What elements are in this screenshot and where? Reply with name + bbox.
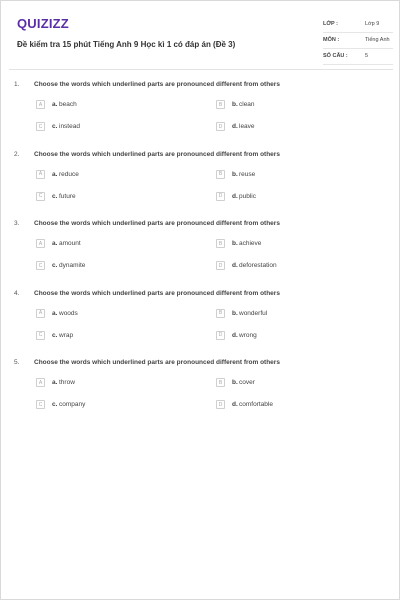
worksheet-header xyxy=(9,9,393,70)
question-text: Choose the words which underlined parts are pronounced different from others xyxy=(34,150,280,158)
option-text: wonderful xyxy=(239,309,268,317)
option-text: woods xyxy=(59,309,78,317)
answer-checkbox[interactable]: D xyxy=(216,261,225,270)
answer-checkbox[interactable]: B xyxy=(216,100,225,109)
option-text: amount xyxy=(59,240,81,247)
meta-row-question-count xyxy=(323,49,393,65)
meta-value: 5 xyxy=(365,53,369,59)
answer-checkbox[interactable]: C xyxy=(36,400,45,409)
option-letter: b. xyxy=(232,101,238,108)
question-text: Choose the words which underlined parts are pronounced different from others xyxy=(34,359,280,366)
option-text: beach xyxy=(59,101,77,108)
question-3 xyxy=(1,220,400,285)
answer-checkbox[interactable]: D xyxy=(216,192,225,201)
option-letter: b. xyxy=(232,379,238,386)
question-number: 4. xyxy=(14,289,20,297)
question-text: Choose the words which underlined parts are pronounced different from others xyxy=(34,81,280,88)
option-letter: d. xyxy=(232,401,238,408)
option-text: achieve xyxy=(239,240,262,247)
answer-checkbox[interactable]: C xyxy=(36,122,45,131)
option-text: wrong xyxy=(239,331,257,339)
option-text: reduce xyxy=(59,170,79,178)
option-letter: c. xyxy=(52,401,58,408)
answer-checkbox[interactable]: A xyxy=(36,170,45,179)
option-text: dynamite xyxy=(59,262,86,269)
question-number: 5. xyxy=(14,359,20,366)
answer-checkbox[interactable]: B xyxy=(216,378,225,387)
answer-checkbox[interactable]: D xyxy=(216,331,225,340)
question-text: Choose the words which underlined parts are pronounced different from others xyxy=(34,220,280,227)
option-letter: a. xyxy=(52,309,58,317)
option-letter: d. xyxy=(232,331,238,339)
option-letter: d. xyxy=(232,123,238,130)
option-letter: c. xyxy=(52,123,58,130)
option-letter: d. xyxy=(232,192,238,200)
answer-checkbox[interactable]: B xyxy=(216,239,225,248)
option-letter: a. xyxy=(52,240,58,247)
option-letter: d. xyxy=(232,262,238,269)
meta-label: LỚP : xyxy=(323,21,338,27)
option-text: future xyxy=(59,192,76,200)
answer-checkbox[interactable]: D xyxy=(216,400,225,409)
option-text: cover xyxy=(239,379,255,386)
worksheet-title: Đề kiểm tra 15 phút Tiếng Anh 9 Học kì 1 có đáp án (Đề 3) xyxy=(17,40,236,49)
meta-row-subject xyxy=(323,33,393,49)
option-text: wrap xyxy=(59,331,74,339)
worksheet-meta xyxy=(323,17,393,65)
answer-checkbox[interactable]: C xyxy=(36,261,45,270)
option-text: instead xyxy=(59,123,80,130)
answer-checkbox[interactable]: A xyxy=(36,378,45,387)
question-number: 3. xyxy=(14,220,20,227)
option-text: reuse xyxy=(239,170,256,178)
question-number: 2. xyxy=(14,150,20,158)
option-letter: c. xyxy=(52,192,58,200)
option-text: public xyxy=(239,192,256,200)
question-text: Choose the words which underlined parts are pronounced different from others xyxy=(34,289,280,297)
meta-value: Tiếng Anh xyxy=(365,37,390,43)
option-letter: a. xyxy=(52,101,58,108)
quizizz-logo[interactable]: QUIZIZZ xyxy=(17,16,69,31)
option-text: comfortable xyxy=(239,401,273,408)
option-letter: a. xyxy=(52,379,58,386)
option-text: leave xyxy=(239,123,255,130)
meta-row-class xyxy=(323,17,393,33)
question-number: 1. xyxy=(14,81,20,88)
option-text: deforestation xyxy=(239,262,277,269)
answer-checkbox[interactable]: B xyxy=(216,170,225,179)
option-letter: b. xyxy=(232,240,238,247)
answer-checkbox[interactable]: B xyxy=(216,309,225,318)
option-text: company xyxy=(59,401,86,408)
question-2 xyxy=(1,151,400,216)
meta-label: MÔN : xyxy=(323,37,340,43)
answer-checkbox[interactable]: A xyxy=(36,239,45,248)
option-letter: a. xyxy=(52,170,58,178)
meta-value: Lớp 9 xyxy=(365,21,380,27)
option-letter: b. xyxy=(232,170,238,178)
option-text: clean xyxy=(239,101,255,108)
option-letter: b. xyxy=(232,309,238,317)
meta-label: SỐ CÂU : xyxy=(323,53,348,59)
question-5 xyxy=(1,359,400,424)
option-letter: c. xyxy=(52,331,58,339)
answer-checkbox[interactable]: A xyxy=(36,100,45,109)
question-1 xyxy=(1,81,400,146)
answer-checkbox[interactable]: A xyxy=(36,309,45,318)
answer-checkbox[interactable]: C xyxy=(36,331,45,340)
question-4 xyxy=(1,290,400,355)
option-letter: c. xyxy=(52,262,58,269)
option-text: throw xyxy=(59,379,75,386)
answer-checkbox[interactable]: D xyxy=(216,122,225,131)
answer-checkbox[interactable]: C xyxy=(36,192,45,201)
